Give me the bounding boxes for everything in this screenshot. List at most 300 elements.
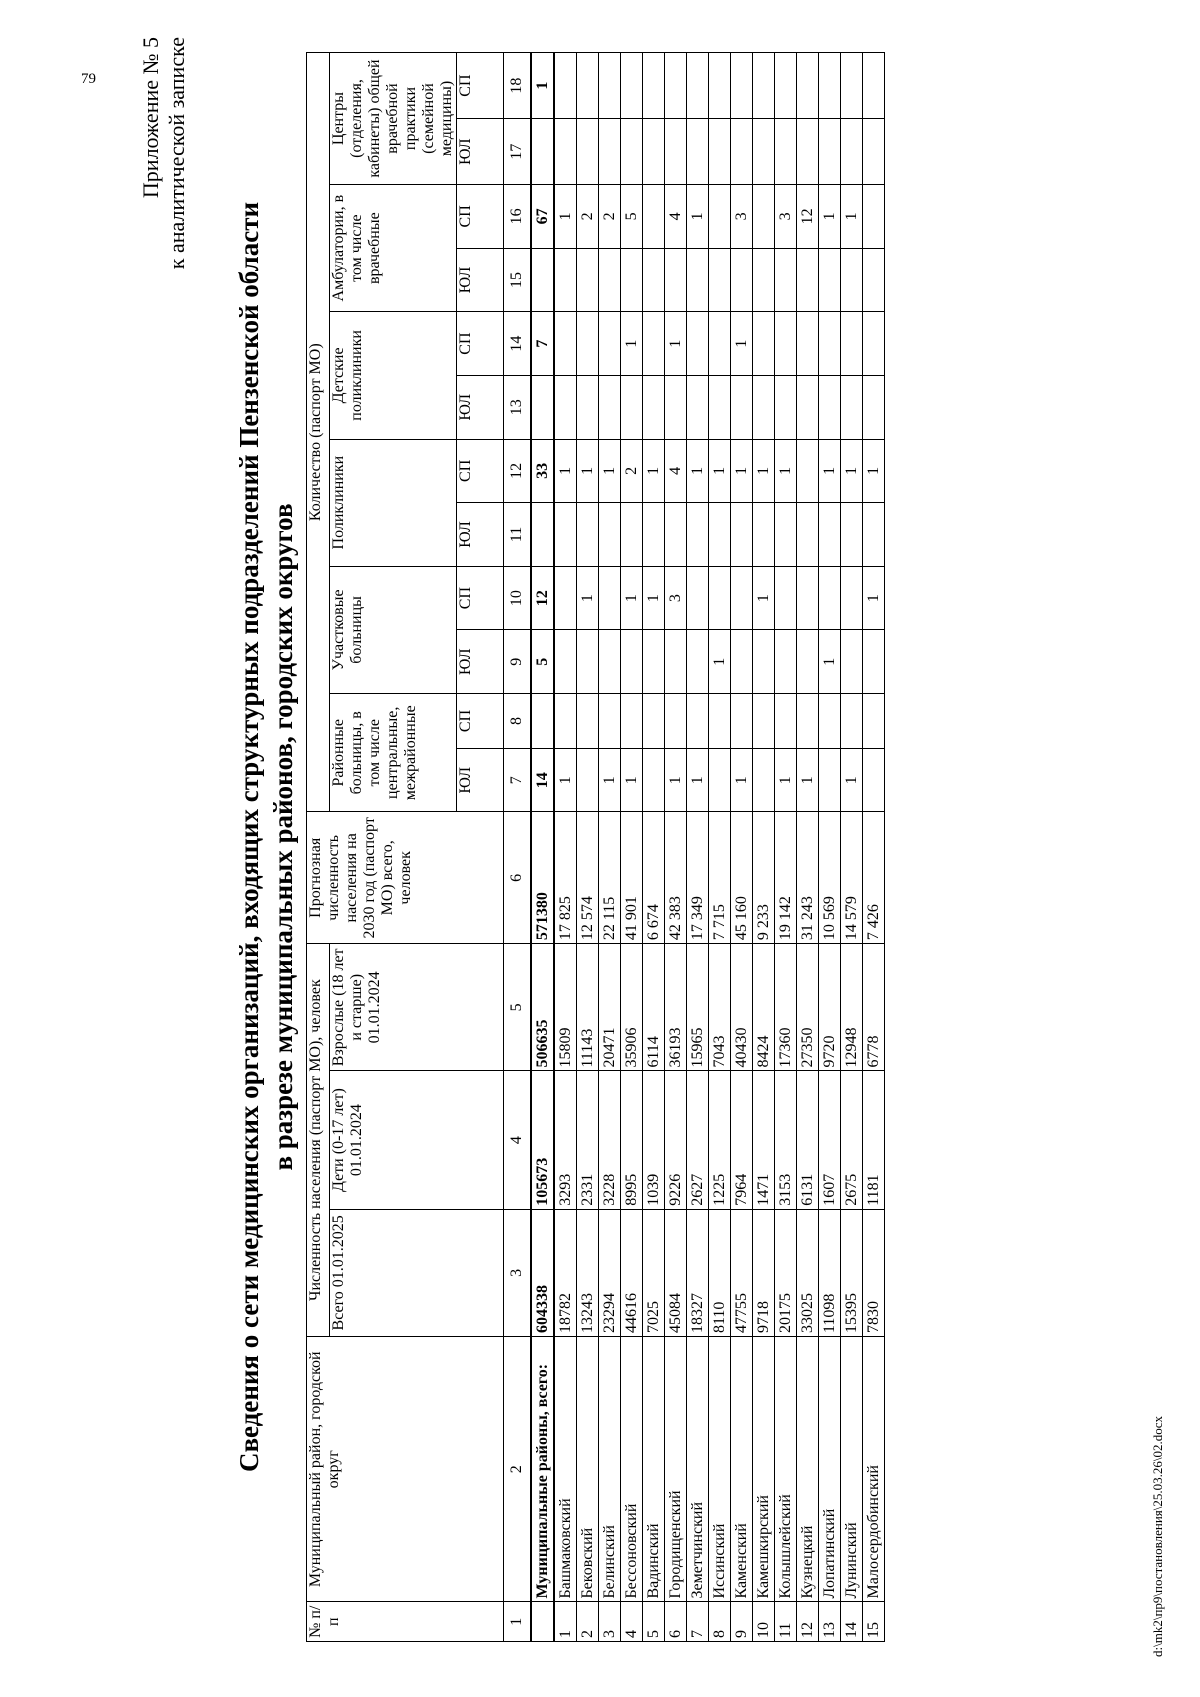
row-number: 11 — [775, 1602, 797, 1642]
table-cell — [775, 566, 797, 630]
header-children: Дети (0-17 лет) 01.01.2024 — [330, 1071, 504, 1209]
table-cell: 3 — [775, 185, 797, 249]
medical-network-table — [306, 52, 885, 1642]
total-label: Муниципальные районы, всего: — [531, 1336, 554, 1602]
file-path-footer: d:\mk2\пр9\постановления\25.03.26\02.docx — [1150, 1416, 1165, 1657]
table-cell — [599, 630, 621, 694]
table-cell: 13243 — [577, 1209, 599, 1336]
table-row — [753, 53, 775, 1642]
table-cell — [753, 53, 775, 119]
table-cell — [819, 503, 841, 567]
table-cell — [753, 630, 775, 694]
table-cell — [665, 503, 687, 567]
header-polyclinics: Поликлиники — [330, 439, 457, 566]
table-cell: 1 — [863, 439, 885, 503]
table-cell: 1 — [731, 312, 753, 376]
column-number: 11 — [504, 503, 532, 567]
table-cell — [687, 375, 709, 439]
table-cell: 3 — [665, 566, 687, 630]
table-cell: 10 569 — [819, 812, 841, 944]
table-cell: 1 — [599, 439, 621, 503]
table-cell — [731, 119, 753, 185]
table-cell: 1 — [863, 566, 885, 630]
table-cell: 18782 — [554, 1209, 577, 1336]
table-cell — [687, 312, 709, 376]
subheader-yl: ЮЛ — [457, 375, 504, 439]
row-number: 3 — [599, 1602, 621, 1642]
table-cell — [819, 119, 841, 185]
table-cell: 14 579 — [841, 812, 863, 944]
table-cell — [841, 503, 863, 567]
table-cell — [599, 53, 621, 119]
district-name: Белинский — [599, 1336, 621, 1602]
table-cell: 1 — [731, 748, 753, 812]
table-cell: 33025 — [797, 1209, 819, 1336]
district-name: Кузнецкий — [797, 1336, 819, 1602]
table-cell — [665, 248, 687, 312]
table-cell: 9 233 — [753, 812, 775, 944]
table-cell: 1 — [841, 185, 863, 249]
table-cell — [797, 312, 819, 376]
table-cell: 5 — [621, 185, 643, 249]
table-cell — [621, 694, 643, 749]
table-cell: 1607 — [819, 1071, 841, 1209]
table-cell: 35906 — [621, 944, 643, 1071]
subheader-yl: ЮЛ — [457, 119, 504, 185]
table-cell — [753, 248, 775, 312]
table-cell: 1 — [621, 748, 643, 812]
table-cell: 15965 — [687, 944, 709, 1071]
table-cell — [841, 694, 863, 749]
table-cell — [643, 248, 665, 312]
table-cell — [665, 53, 687, 119]
table-cell — [554, 248, 577, 312]
table-cell — [797, 630, 819, 694]
total-cell: 33 — [531, 439, 554, 503]
column-number-row — [504, 53, 532, 1642]
table-cell: 3 — [731, 185, 753, 249]
table-cell: 3293 — [554, 1071, 577, 1209]
total-cell: 7 — [531, 312, 554, 376]
table-cell — [753, 375, 775, 439]
subheader-sp: СП — [457, 53, 504, 119]
table-cell: 4 — [665, 439, 687, 503]
district-name: Камешкирский — [753, 1336, 775, 1602]
table-cell: 2627 — [687, 1071, 709, 1209]
table-cell — [621, 503, 643, 567]
table-cell — [863, 185, 885, 249]
total-cell: 14 — [531, 748, 554, 812]
table-cell — [643, 185, 665, 249]
table-cell: 1 — [665, 312, 687, 376]
table-cell — [621, 53, 643, 119]
table-cell: 1 — [753, 566, 775, 630]
table-cell — [665, 630, 687, 694]
table-cell: 1 — [753, 439, 775, 503]
row-number: 1 — [554, 1602, 577, 1642]
table-cell: 1 — [819, 630, 841, 694]
total-cell — [531, 119, 554, 185]
table-row — [819, 53, 841, 1642]
table-cell: 8424 — [753, 944, 775, 1071]
table-cell — [775, 630, 797, 694]
table-cell — [775, 503, 797, 567]
total-cell: 604338 — [531, 1209, 554, 1336]
column-number: 5 — [504, 944, 532, 1071]
row-number: 7 — [687, 1602, 709, 1642]
subheader-sp: СП — [457, 694, 504, 749]
table-cell — [577, 248, 599, 312]
table-cell — [687, 119, 709, 185]
page-number: 79 — [81, 71, 96, 87]
table-cell — [841, 375, 863, 439]
table-cell: 1471 — [753, 1071, 775, 1209]
table-cell: 2331 — [577, 1071, 599, 1209]
table-cell: 1 — [554, 185, 577, 249]
table-row — [709, 53, 731, 1642]
row-number: 12 — [797, 1602, 819, 1642]
header-ambulatories: Амбулатории, в том числе врачебные — [330, 185, 457, 312]
table-cell — [753, 312, 775, 376]
table-cell: 2 — [577, 185, 599, 249]
column-number: 16 — [504, 185, 532, 249]
table-cell: 1 — [687, 185, 709, 249]
table-cell: 1 — [577, 566, 599, 630]
header-child-polyclinics: Детские поликлиники — [330, 312, 457, 439]
table-cell — [577, 748, 599, 812]
table-cell — [775, 694, 797, 749]
row-number: 2 — [577, 1602, 599, 1642]
table-cell: 36193 — [665, 944, 687, 1071]
table-cell — [819, 375, 841, 439]
table-cell — [863, 748, 885, 812]
total-cell: 105673 — [531, 1071, 554, 1209]
table-cell: 9720 — [819, 944, 841, 1071]
table-cell — [753, 748, 775, 812]
table-cell — [687, 248, 709, 312]
table-cell: 3228 — [599, 1071, 621, 1209]
table-cell — [753, 503, 775, 567]
column-number: 8 — [504, 694, 532, 749]
appendix-note — [138, 37, 190, 357]
table-cell: 1 — [841, 439, 863, 503]
table-cell — [643, 119, 665, 185]
column-number: 12 — [504, 439, 532, 503]
header-district: Муниципальный район, городской округ — [307, 1336, 504, 1602]
title-line-2: в разрезе муниципальных районов, городских округов — [268, 503, 298, 1171]
table-cell — [863, 119, 885, 185]
table-cell: 42 383 — [665, 812, 687, 944]
column-number: 6 — [504, 812, 532, 944]
table-cell: 17 349 — [687, 812, 709, 944]
total-cell — [531, 248, 554, 312]
table-cell: 7025 — [643, 1209, 665, 1336]
table-cell: 2675 — [841, 1071, 863, 1209]
table-cell — [709, 119, 731, 185]
table-cell — [577, 119, 599, 185]
table-cell — [709, 748, 731, 812]
table-cell: 1 — [643, 566, 665, 630]
row-number: 14 — [841, 1602, 863, 1642]
total-cell: 5 — [531, 630, 554, 694]
table-cell — [577, 694, 599, 749]
table-cell — [599, 694, 621, 749]
table-cell — [709, 53, 731, 119]
subheader-sp: СП — [457, 312, 504, 376]
table-cell: 1181 — [863, 1071, 885, 1209]
table-cell: 7 715 — [709, 812, 731, 944]
header-local-hospitals: Участковые больницы — [330, 566, 457, 693]
subheader-yl: ЮЛ — [457, 748, 504, 812]
table-row — [863, 53, 885, 1642]
table-cell: 1 — [577, 439, 599, 503]
district-name: Вадинский — [643, 1336, 665, 1602]
table-cell — [709, 248, 731, 312]
table-cell: 7964 — [731, 1071, 753, 1209]
column-number: 13 — [504, 375, 532, 439]
table-cell — [709, 185, 731, 249]
table-cell: 40430 — [731, 944, 753, 1071]
table-cell — [797, 694, 819, 749]
table-cell — [665, 119, 687, 185]
table-cell: 6131 — [797, 1071, 819, 1209]
table-cell — [577, 312, 599, 376]
table-cell — [775, 375, 797, 439]
table-cell — [709, 503, 731, 567]
row-number: 9 — [731, 1602, 753, 1642]
column-number: 9 — [504, 630, 532, 694]
table-cell — [863, 630, 885, 694]
table-cell — [621, 119, 643, 185]
table-cell — [753, 694, 775, 749]
table-cell — [819, 566, 841, 630]
table-row — [731, 53, 753, 1642]
table-cell — [863, 375, 885, 439]
table-cell: 1 — [775, 439, 797, 503]
table-cell — [577, 503, 599, 567]
column-number: 4 — [504, 1071, 532, 1209]
header-adults: Взрослые (18 лет и старше) 01.01.2024 — [330, 944, 504, 1071]
table-cell — [753, 119, 775, 185]
table-cell: 2 — [599, 185, 621, 249]
table-row — [554, 53, 577, 1642]
table-cell: 9226 — [665, 1071, 687, 1209]
header-count-group: Количество (паспорт МО) — [307, 53, 330, 813]
column-number: 7 — [504, 748, 532, 812]
table-cell: 27350 — [797, 944, 819, 1071]
table-cell — [731, 503, 753, 567]
table-cell: 3153 — [775, 1071, 797, 1209]
table-cell — [577, 630, 599, 694]
table-cell — [643, 312, 665, 376]
document-title — [232, 37, 300, 1637]
row-number: 5 — [643, 1602, 665, 1642]
table-cell — [554, 503, 577, 567]
table-cell — [599, 566, 621, 630]
table-cell — [643, 748, 665, 812]
table-row — [687, 53, 709, 1642]
table-cell: 18327 — [687, 1209, 709, 1336]
table-cell: 1 — [687, 439, 709, 503]
table-cell: 12948 — [841, 944, 863, 1071]
table-cell: 1 — [775, 748, 797, 812]
table-cell: 1 — [687, 748, 709, 812]
table-cell — [599, 119, 621, 185]
table-cell: 8110 — [709, 1209, 731, 1336]
appendix-line-1: Приложение № 5 — [138, 37, 163, 199]
column-number: 14 — [504, 312, 532, 376]
header-num: № п/п — [307, 1602, 504, 1642]
table-cell — [841, 248, 863, 312]
table-cell — [554, 53, 577, 119]
table-cell — [577, 53, 599, 119]
district-name: Бековский — [577, 1336, 599, 1602]
table-cell: 7 426 — [863, 812, 885, 944]
table-cell: 1 — [819, 185, 841, 249]
table-cell: 7830 — [863, 1209, 885, 1336]
table-row — [643, 53, 665, 1642]
table-row — [841, 53, 863, 1642]
district-name: Колышлейский — [775, 1336, 797, 1602]
table-cell — [797, 53, 819, 119]
district-name: Земетчинский — [687, 1336, 709, 1602]
appendix-line-2: к аналитической записке — [164, 37, 189, 270]
table-cell: 1 — [554, 748, 577, 812]
table-cell — [819, 748, 841, 812]
table-cell — [863, 503, 885, 567]
table-cell: 45084 — [665, 1209, 687, 1336]
total-cell: 67 — [531, 185, 554, 249]
table-cell — [841, 566, 863, 630]
total-cell: 571380 — [531, 812, 554, 944]
subheader-sp: СП — [457, 185, 504, 249]
subheader-sp: СП — [457, 439, 504, 503]
subheader-yl: ЮЛ — [457, 630, 504, 694]
table-cell: 15395 — [841, 1209, 863, 1336]
row-number: 10 — [753, 1602, 775, 1642]
table-cell — [643, 375, 665, 439]
table-cell — [731, 375, 753, 439]
table-row — [577, 53, 599, 1642]
table-cell: 11143 — [577, 944, 599, 1071]
row-number: 8 — [709, 1602, 731, 1642]
table-cell — [841, 119, 863, 185]
table-cell — [709, 312, 731, 376]
table-cell — [863, 53, 885, 119]
table-cell: 22 115 — [599, 812, 621, 944]
total-num — [531, 1602, 554, 1642]
table-cell — [841, 630, 863, 694]
table-cell: 15809 — [554, 944, 577, 1071]
column-number: 18 — [504, 53, 532, 119]
table-cell — [819, 248, 841, 312]
table-cell — [709, 566, 731, 630]
table-cell: 1 — [621, 312, 643, 376]
table-cell — [863, 248, 885, 312]
table-cell: 7043 — [709, 944, 731, 1071]
total-cell: 12 — [531, 566, 554, 630]
table-cell — [731, 694, 753, 749]
district-name: Башмаковский — [554, 1336, 577, 1602]
table-cell: 1 — [731, 439, 753, 503]
subheader-yl: ЮЛ — [457, 248, 504, 312]
table-cell: 17 825 — [554, 812, 577, 944]
table-cell — [775, 248, 797, 312]
table-cell — [841, 312, 863, 376]
total-cell: 506635 — [531, 944, 554, 1071]
row-number: 15 — [863, 1602, 885, 1642]
table-body — [504, 53, 885, 1642]
table-cell: 11098 — [819, 1209, 841, 1336]
table-cell — [621, 375, 643, 439]
table-cell — [709, 375, 731, 439]
table-cell — [554, 566, 577, 630]
table-cell — [731, 630, 753, 694]
header-district-hospitals: Районные больницы, в том числе центральные, межрайонные — [330, 694, 457, 812]
district-name: Иссинский — [709, 1336, 731, 1602]
table-cell: 1 — [819, 439, 841, 503]
table-cell — [599, 375, 621, 439]
table-cell — [554, 694, 577, 749]
table-cell — [797, 439, 819, 503]
table-cell: 1 — [841, 748, 863, 812]
table-row — [599, 53, 621, 1642]
column-number: 2 — [504, 1336, 532, 1602]
table-cell: 6778 — [863, 944, 885, 1071]
table-cell — [775, 53, 797, 119]
table-cell: 4 — [665, 185, 687, 249]
table-cell: 1039 — [643, 1071, 665, 1209]
table-cell — [621, 248, 643, 312]
table-cell — [841, 53, 863, 119]
total-cell — [531, 694, 554, 749]
table-cell — [554, 119, 577, 185]
total-cell: 1 — [531, 53, 554, 119]
district-name: Бессоновский — [621, 1336, 643, 1602]
district-name: Городищенский — [665, 1336, 687, 1602]
table-cell: 8995 — [621, 1071, 643, 1209]
table-cell — [599, 248, 621, 312]
table-cell: 1 — [797, 748, 819, 812]
table-cell — [709, 694, 731, 749]
table-cell: 12 574 — [577, 812, 599, 944]
table-cell — [599, 312, 621, 376]
table-cell — [687, 53, 709, 119]
table-cell — [687, 694, 709, 749]
total-cell — [531, 503, 554, 567]
table-cell — [731, 248, 753, 312]
table-cell — [554, 375, 577, 439]
table-cell — [819, 312, 841, 376]
table-cell — [753, 185, 775, 249]
table-cell — [687, 503, 709, 567]
table-cell — [731, 53, 753, 119]
header-forecast: Прогнозная численность населения на 2030 год (паспорт МО) всего, человек — [307, 812, 504, 944]
subheader-sp: СП — [457, 566, 504, 630]
table-cell — [819, 53, 841, 119]
table-cell — [775, 312, 797, 376]
table-cell: 20471 — [599, 944, 621, 1071]
table-cell: 1225 — [709, 1071, 731, 1209]
header-population-group: Численность населения (паспорт МО), человек — [307, 944, 330, 1337]
table-cell — [863, 312, 885, 376]
column-number: 1 — [504, 1602, 532, 1642]
district-name: Малосердобинский — [863, 1336, 885, 1602]
table-cell — [554, 312, 577, 376]
table-cell: 6 674 — [643, 812, 665, 944]
column-number: 10 — [504, 566, 532, 630]
table-cell — [643, 53, 665, 119]
